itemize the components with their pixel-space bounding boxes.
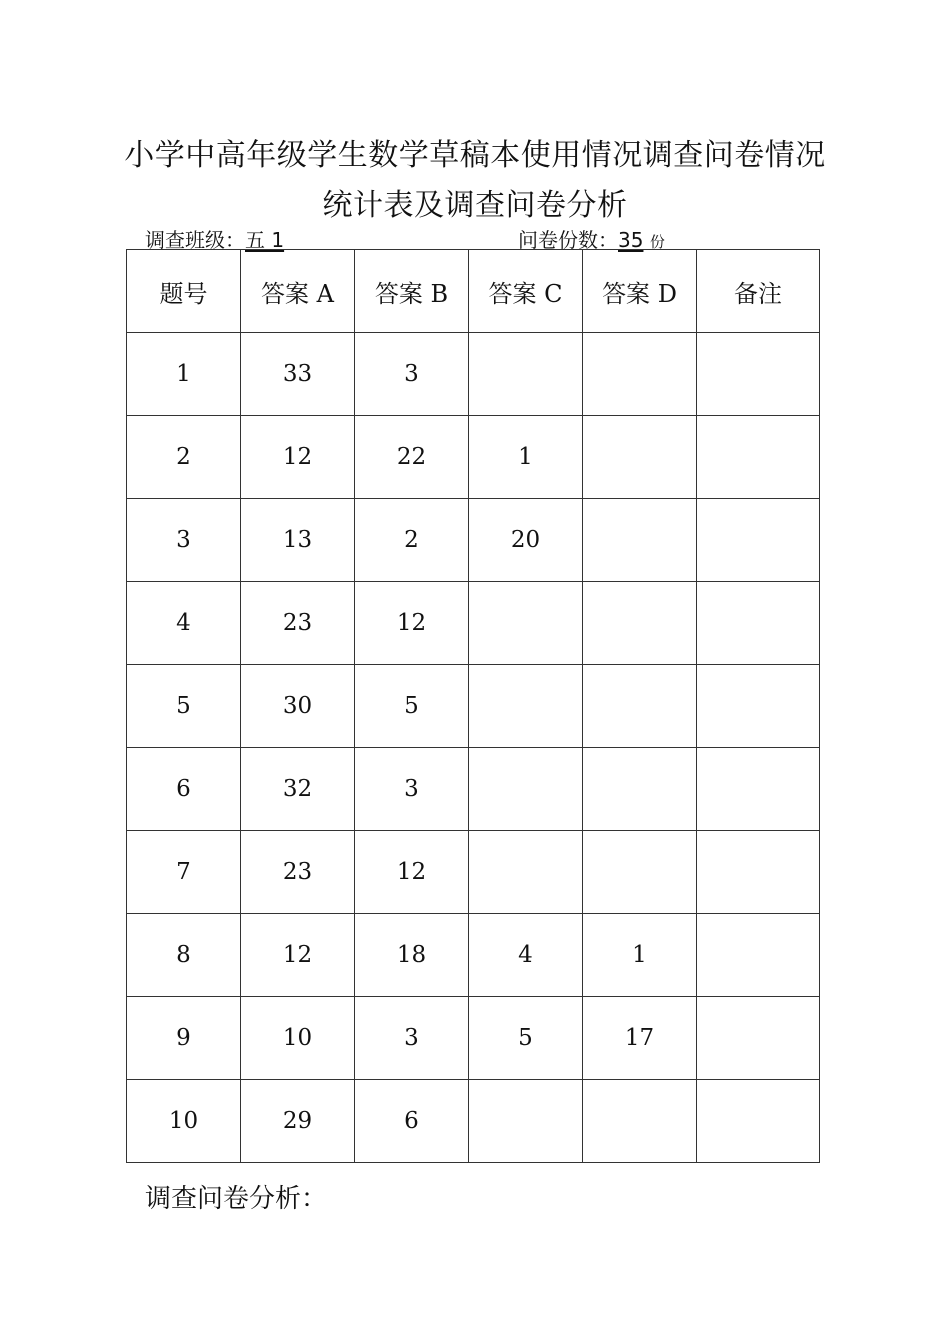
page-title: 小学中高年级学生数学草稿本使用情况调查问卷情况 — [124, 138, 826, 173]
cell-answer-d — [583, 1080, 697, 1163]
header-answer-a: 答案 A — [241, 250, 355, 333]
cell-answer-a: 12 — [241, 416, 355, 499]
cell-answer-a: 33 — [241, 333, 355, 416]
cell-remarks — [697, 831, 820, 914]
statistics-table — [126, 249, 820, 1163]
cell-answer-d — [583, 748, 697, 831]
cell-remarks — [697, 499, 820, 582]
cell-answer-b: 3 — [355, 997, 469, 1080]
cell-answer-d — [583, 416, 697, 499]
cell-answer-a: 12 — [241, 914, 355, 997]
table-row — [127, 914, 820, 997]
cell-question-number: 9 — [127, 997, 241, 1080]
table-row — [127, 1080, 820, 1163]
cell-answer-a: 30 — [241, 665, 355, 748]
survey-class-value: 五 1 — [245, 228, 285, 252]
cell-answer-a: 23 — [241, 582, 355, 665]
cell-question-number: 6 — [127, 748, 241, 831]
header-question-number: 题号 — [127, 250, 241, 333]
cell-question-number: 2 — [127, 416, 241, 499]
cell-question-number: 1 — [127, 333, 241, 416]
header-answer-d: 答案 D — [583, 250, 697, 333]
cell-remarks — [697, 1080, 820, 1163]
table-row — [127, 582, 820, 665]
questionnaire-count-label: 问卷份数： — [518, 228, 618, 252]
header-answer-b: 答案 B — [355, 250, 469, 333]
cell-answer-c: 1 — [469, 416, 583, 499]
cell-answer-d — [583, 665, 697, 748]
questionnaire-count-value: 35 — [618, 228, 644, 252]
table-row — [127, 665, 820, 748]
cell-answer-b: 6 — [355, 1080, 469, 1163]
cell-answer-a: 23 — [241, 831, 355, 914]
cell-answer-d — [583, 831, 697, 914]
table-header-row — [127, 250, 820, 333]
cell-answer-c — [469, 665, 583, 748]
cell-answer-c — [469, 333, 583, 416]
cell-answer-a: 10 — [241, 997, 355, 1080]
cell-remarks — [697, 914, 820, 997]
cell-answer-d — [583, 333, 697, 416]
cell-answer-c — [469, 831, 583, 914]
cell-answer-b: 3 — [355, 748, 469, 831]
cell-answer-b: 2 — [355, 499, 469, 582]
cell-answer-d — [583, 499, 697, 582]
cell-answer-a: 29 — [241, 1080, 355, 1163]
cell-answer-b: 22 — [355, 416, 469, 499]
cell-answer-d — [583, 582, 697, 665]
cell-question-number: 10 — [127, 1080, 241, 1163]
cell-question-number: 4 — [127, 582, 241, 665]
analysis-heading: 调查问卷分析： — [145, 1184, 328, 1214]
table-row — [127, 499, 820, 582]
table-row — [127, 748, 820, 831]
cell-remarks — [697, 333, 820, 416]
cell-question-number: 3 — [127, 499, 241, 582]
cell-remarks — [697, 997, 820, 1080]
cell-answer-c: 4 — [469, 914, 583, 997]
cell-answer-d: 1 — [583, 914, 697, 997]
cell-remarks — [697, 582, 820, 665]
cell-question-number: 7 — [127, 831, 241, 914]
cell-answer-c: 5 — [469, 997, 583, 1080]
cell-question-number: 8 — [127, 914, 241, 997]
header-remarks: 备注 — [697, 250, 820, 333]
questionnaire-count-unit: 份 — [649, 233, 665, 251]
cell-remarks — [697, 416, 820, 499]
cell-remarks — [697, 748, 820, 831]
cell-answer-c — [469, 748, 583, 831]
cell-answer-c — [469, 582, 583, 665]
cell-answer-b: 18 — [355, 914, 469, 997]
cell-answer-b: 5 — [355, 665, 469, 748]
cell-remarks — [697, 665, 820, 748]
header-answer-c: 答案 C — [469, 250, 583, 333]
cell-answer-b: 12 — [355, 582, 469, 665]
cell-answer-b: 12 — [355, 831, 469, 914]
table-row — [127, 416, 820, 499]
survey-class-label: 调查班级： — [145, 228, 245, 252]
cell-answer-a: 32 — [241, 748, 355, 831]
cell-question-number: 5 — [127, 665, 241, 748]
cell-answer-c: 20 — [469, 499, 583, 582]
cell-answer-a: 13 — [241, 499, 355, 582]
table-row — [127, 831, 820, 914]
table-row — [127, 333, 820, 416]
table-row — [127, 997, 820, 1080]
cell-answer-c — [469, 1080, 583, 1163]
page-subtitle: 统计表及调查问卷分析 — [322, 188, 628, 223]
cell-answer-b: 3 — [355, 333, 469, 416]
cell-answer-d: 17 — [583, 997, 697, 1080]
